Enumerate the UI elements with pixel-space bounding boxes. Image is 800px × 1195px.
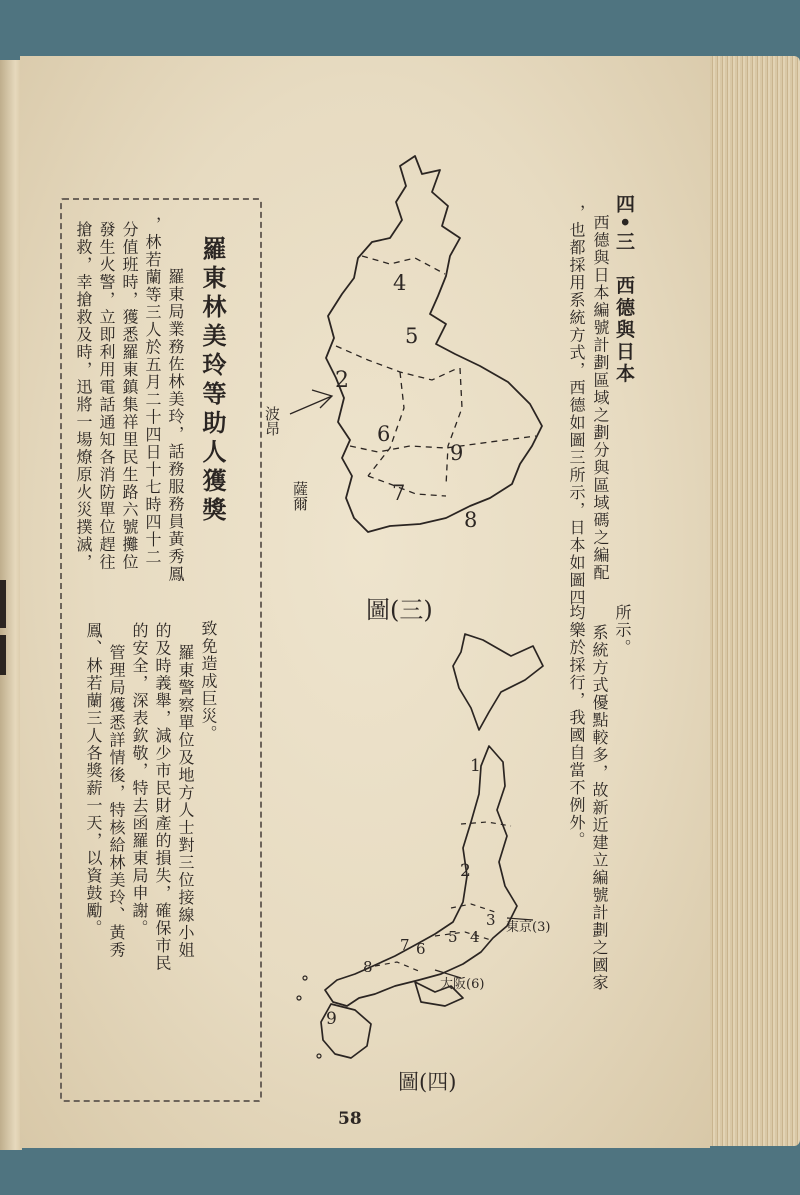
section-paragraph-column: 系統方式優點較多，故新近建立編號計劃之國家 — [590, 624, 609, 992]
region-label: 5 — [448, 928, 458, 946]
region-label: 3 — [486, 911, 496, 929]
notice-body-column: 鳳、林若蘭三人各獎薪一天，以資鼓勵。 — [84, 622, 103, 937]
previous-page-edge — [0, 60, 22, 1150]
notice-body-column: 羅東局業務佐林美玲，話務服務員黃秀鳳 — [166, 268, 185, 583]
notice-body-column: 管理局獲悉詳情後，特核給林美玲、黃秀 — [107, 644, 126, 959]
region-label: 9 — [450, 441, 464, 465]
region-label: 1 — [470, 756, 481, 776]
region-label: 6 — [377, 422, 391, 446]
notice-body-column: 搶救，幸搶救及時，迅將一場燎原火災撲滅， — [74, 221, 93, 571]
region-label: 2 — [335, 368, 349, 393]
page-number: 58 — [338, 1109, 362, 1129]
notice-body-column: 羅東警察單位及地方人士對三位接線小姐 — [176, 644, 195, 959]
figure3-caption: 圖(三) — [366, 596, 433, 624]
notice-body-column: 發生火警，立即利用電話通知各消防單位趕往 — [97, 221, 116, 571]
region-label: 7 — [400, 936, 410, 954]
notice-body-column: ，林若蘭等三人於五月二十四日十七時四十二 — [143, 216, 162, 566]
book-page — [20, 56, 710, 1148]
region-label: 8 — [464, 508, 478, 532]
saar-annotation: 薩爾 — [291, 481, 309, 511]
notice-body-column: 分值班時，獲悉羅東鎮集祥里民生路六號攤位 — [120, 221, 139, 571]
section-heading: 四•三 西德與日本 — [613, 194, 635, 386]
region-label: 2 — [460, 861, 471, 881]
notice-body-column: 致免造成巨災。 — [199, 620, 218, 743]
page-stack-edge — [700, 56, 800, 1146]
region-label: 4 — [470, 928, 480, 946]
section-paragraph-column: ，也都採用系統方式，西德如圖三所示，日本如圖四 — [567, 204, 586, 607]
notice-body-column: 的及時義舉，減少市民財產的損失，確保市民 — [153, 622, 172, 972]
osaka-annotation: 大阪(6) — [440, 977, 485, 992]
figure4-caption: 圖(四) — [398, 1070, 457, 1094]
figure4-japan-map — [275, 626, 565, 1066]
region-label: 5 — [405, 324, 419, 348]
region-label: 9 — [326, 1009, 337, 1029]
section-paragraph-column: 西德與日本編號計劃區域之劃分與區域碼之編配 — [591, 214, 610, 582]
notice-body-column: 的安全，深表欽敬，特去函羅東局申謝。 — [130, 622, 149, 937]
region-label: 6 — [416, 940, 426, 958]
region-label: 7 — [392, 481, 406, 505]
tokyo-annotation: 東京(3) — [506, 920, 551, 935]
region-label: 8 — [363, 958, 373, 976]
section-paragraph-column: 所示。 — [613, 604, 632, 657]
notice-title: 羅東林美玲等助人獲獎 — [198, 236, 226, 526]
bonn-annotation: 波昂 — [263, 406, 281, 436]
section-paragraph-column: 均樂於採行，我國自當不例外。 — [567, 604, 586, 849]
region-label: 4 — [393, 271, 407, 295]
